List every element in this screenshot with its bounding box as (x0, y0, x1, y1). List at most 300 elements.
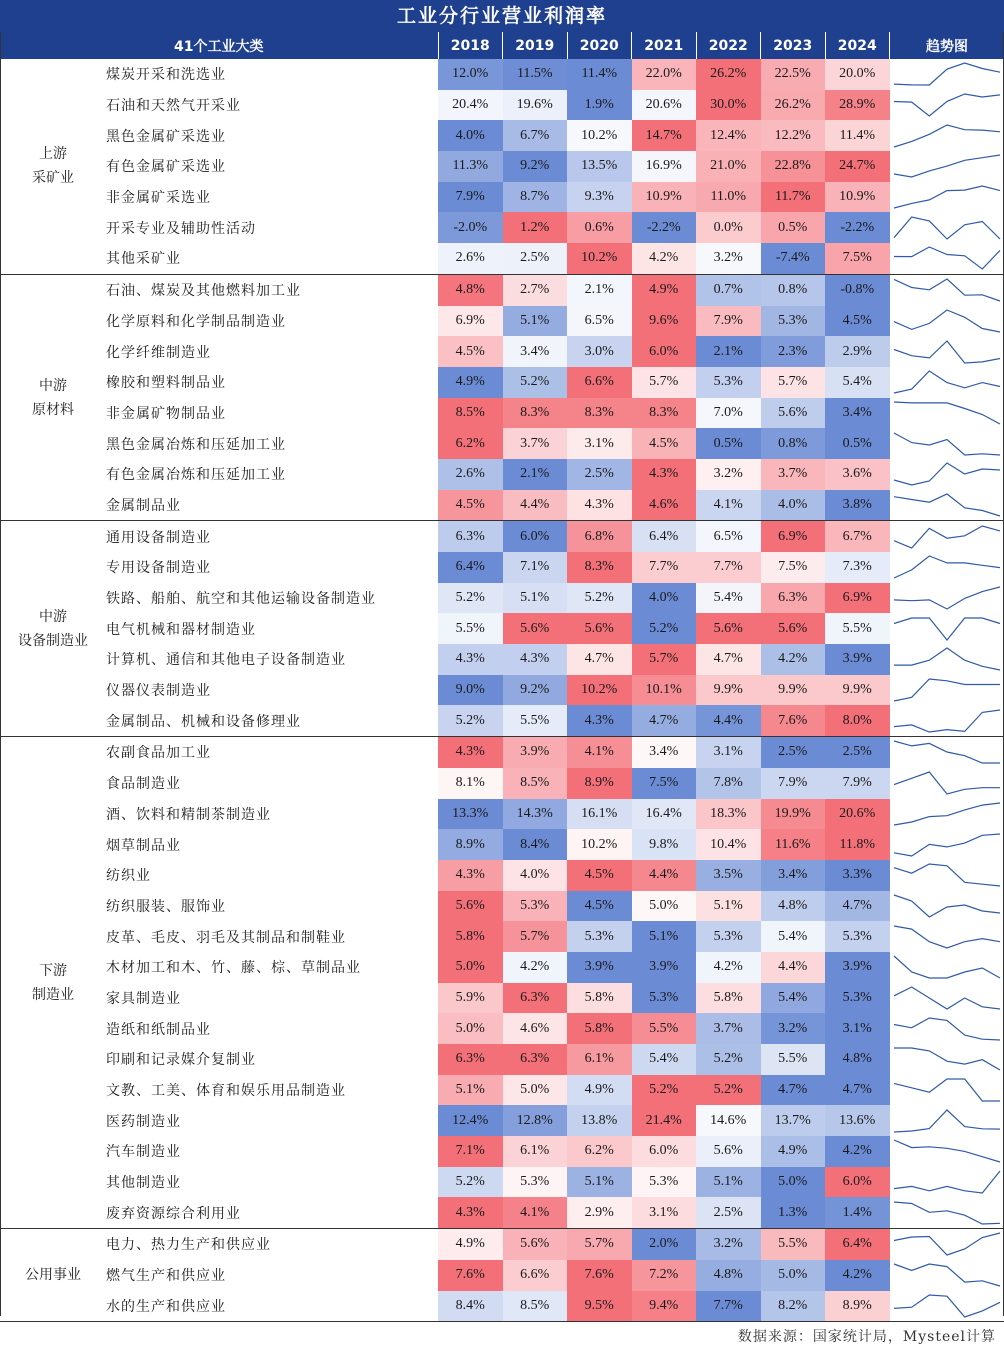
trend-sparkline (890, 243, 1004, 273)
trend-sparkline (890, 583, 1004, 613)
value-cell: 4.8% (696, 1260, 761, 1291)
trend-sparkline (890, 213, 1004, 243)
value-cell: 5.7% (761, 367, 826, 398)
industry-name: 食品制造业 (106, 776, 181, 793)
value-cell: 4.9% (567, 1075, 632, 1106)
value-cell: 21.0% (696, 151, 761, 182)
value-cell: 13.8% (567, 1105, 632, 1136)
sparkline-line (894, 1171, 1000, 1193)
industry-name: 化学纤维制造业 (106, 344, 211, 361)
value-cell: 4.0% (761, 490, 826, 521)
value-cell: 10.2% (567, 675, 632, 706)
value-cell: 5.2% (503, 367, 568, 398)
trend-cell (890, 212, 1004, 243)
value-cell: 5.4% (825, 367, 890, 398)
trend-cell (890, 274, 1004, 305)
industry-name: 石油和天然气开采业 (106, 98, 241, 115)
value-cell: 5.4% (696, 583, 761, 614)
value-cell: 9.9% (825, 675, 890, 706)
trend-cell (890, 367, 1004, 398)
trend-cell (890, 1229, 1004, 1260)
value-cell: 4.2% (696, 952, 761, 983)
trend-sparkline (890, 367, 1004, 397)
value-cell: 5.3% (632, 983, 697, 1014)
value-cell: 6.3% (438, 1044, 503, 1075)
value-cell: 8.1% (438, 768, 503, 799)
value-cell: 4.6% (632, 490, 697, 521)
value-cell: 8.7% (503, 182, 568, 213)
trend-cell (890, 768, 1004, 799)
value-cell: 4.5% (567, 891, 632, 922)
value-cell: 3.4% (761, 860, 826, 891)
value-cell: 8.5% (503, 768, 568, 799)
value-cell: 26.2% (696, 59, 761, 90)
trend-sparkline (890, 337, 1004, 367)
value-cell: 2.0% (632, 1229, 697, 1260)
industry-name: 有色金属矿采选业 (106, 159, 226, 176)
value-cell: 5.5% (632, 1013, 697, 1044)
value-cell: 4.9% (761, 1136, 826, 1167)
value-cell: 11.6% (761, 829, 826, 860)
value-cell: 4.5% (438, 336, 503, 367)
value-cell: 9.2% (503, 151, 568, 182)
value-cell: 4.3% (567, 705, 632, 736)
industry-name: 木材加工和木、竹、藤、棕、草制品业 (106, 960, 361, 977)
table-row (0, 737, 1004, 768)
value-cell: 2.1% (696, 336, 761, 367)
table-row (0, 891, 1004, 922)
trend-sparkline (890, 737, 1004, 767)
value-cell: 5.6% (438, 891, 503, 922)
table-row (0, 367, 1004, 398)
value-cell: 5.3% (632, 1167, 697, 1198)
value-cell: 5.3% (696, 367, 761, 398)
value-cell: 5.6% (567, 613, 632, 644)
value-cell: 4.1% (696, 490, 761, 521)
sparkline-line (894, 402, 1000, 424)
value-cell: 24.7% (825, 151, 890, 182)
value-cell: 5.8% (567, 983, 632, 1014)
value-cell: 0.7% (696, 274, 761, 305)
value-cell: 5.0% (761, 1167, 826, 1198)
trend-sparkline (890, 151, 1004, 181)
value-cell: 20.4% (438, 90, 503, 121)
industry-name: 化学原料和化学制品制造业 (106, 313, 286, 330)
trend-sparkline (890, 182, 1004, 212)
trend-cell (890, 799, 1004, 830)
value-cell: 5.7% (632, 644, 697, 675)
year-header: 2023 (761, 32, 826, 59)
value-cell: 4.4% (632, 860, 697, 891)
table-row (0, 768, 1004, 799)
value-cell: 7.7% (696, 1291, 761, 1322)
value-cell: 14.3% (503, 799, 568, 830)
sparkline-line (894, 803, 1000, 825)
value-cell: 12.2% (761, 120, 826, 151)
value-cell: 21.4% (632, 1105, 697, 1136)
value-cell: 4.3% (438, 860, 503, 891)
value-cell: 5.1% (567, 1167, 632, 1198)
sparkline-line (894, 63, 1000, 85)
value-cell: 5.0% (632, 891, 697, 922)
trend-sparkline (890, 644, 1004, 674)
value-cell: 6.9% (825, 583, 890, 614)
trend-cell (890, 1013, 1004, 1044)
value-cell: 5.2% (438, 1167, 503, 1198)
value-cell: 11.4% (825, 120, 890, 151)
sparkline-line (894, 618, 1000, 640)
trend-sparkline (890, 59, 1004, 89)
value-cell: 9.9% (761, 675, 826, 706)
table-title: 工业分行业营业利润率 (0, 0, 1004, 32)
trend-sparkline (890, 952, 1004, 982)
value-cell: 9.4% (632, 1291, 697, 1322)
value-cell: 5.6% (761, 613, 826, 644)
value-cell: 13.3% (438, 799, 503, 830)
sparkline-line (894, 556, 1000, 578)
table-row (0, 398, 1004, 429)
sparkline-line (894, 1264, 1000, 1286)
value-cell: 8.2% (761, 1291, 826, 1322)
value-cell: 7.9% (825, 768, 890, 799)
trend-cell (890, 1105, 1004, 1136)
sparkline-line (894, 864, 1000, 886)
trend-cell (890, 398, 1004, 429)
sparkline-line (894, 433, 1000, 455)
value-cell: 2.6% (438, 243, 503, 274)
table-row (0, 243, 1004, 274)
value-cell: 4.4% (761, 952, 826, 983)
category-label: 下游 制造业 (0, 737, 106, 1229)
value-cell: -2.0% (438, 212, 503, 243)
trend-cell (890, 428, 1004, 459)
value-cell: 2.1% (503, 459, 568, 490)
value-cell: 9.2% (503, 675, 568, 706)
value-cell: 7.6% (438, 1260, 503, 1291)
value-cell: 6.0% (632, 336, 697, 367)
sparkline-line (894, 587, 1000, 609)
value-cell: 11.8% (825, 829, 890, 860)
value-cell: 5.6% (761, 398, 826, 429)
value-cell: 2.5% (825, 737, 890, 768)
value-cell: 5.7% (632, 367, 697, 398)
sparkline-line (894, 186, 1000, 208)
value-cell: 5.6% (696, 1136, 761, 1167)
industry-name: 有色金属冶炼和压延加工业 (106, 467, 286, 484)
sparkline-line (894, 1233, 1000, 1255)
industry-name: 纺织服装、服饰业 (106, 898, 226, 915)
industry-name: 水的生产和供应业 (106, 1291, 438, 1322)
year-header: 2020 (567, 32, 632, 59)
value-cell: 6.3% (503, 983, 568, 1014)
trend-sparkline (890, 1291, 1004, 1321)
trend-cell (890, 675, 1004, 706)
value-cell: 4.3% (438, 644, 503, 675)
value-cell: 6.0% (632, 1136, 697, 1167)
trend-sparkline (890, 614, 1004, 644)
value-cell: 1.2% (503, 212, 568, 243)
sparkline-line (894, 371, 1000, 393)
value-cell: 5.5% (438, 613, 503, 644)
value-cell: 8.3% (503, 398, 568, 429)
value-cell: 4.2% (632, 243, 697, 274)
trend-cell (890, 1136, 1004, 1167)
trend-cell (890, 151, 1004, 182)
value-cell: 5.3% (825, 921, 890, 952)
industry-name: 其他制造业 (106, 1175, 181, 1192)
table-row (0, 583, 1004, 614)
table-row (0, 705, 1004, 736)
value-cell: 8.4% (503, 829, 568, 860)
table-row (0, 1044, 1004, 1075)
trend-column-header: 趋势图 (890, 32, 1004, 59)
value-cell: 3.2% (696, 459, 761, 490)
value-cell: 9.3% (567, 182, 632, 213)
industry-name: 皮革、毛皮、羽毛及其制品和制鞋业 (106, 929, 346, 946)
value-cell: 13.5% (567, 151, 632, 182)
industry-name: 文教、工美、体育和娱乐用品制造业 (106, 1083, 346, 1100)
trend-sparkline (890, 490, 1004, 520)
table-row (0, 799, 1004, 830)
industry-name: 专用设备制造业 (106, 560, 211, 577)
value-cell: -2.2% (632, 212, 697, 243)
value-cell: 5.2% (632, 1075, 697, 1106)
value-cell: 9.8% (632, 829, 697, 860)
sparkline-line (894, 1079, 1000, 1101)
value-cell: 22.5% (761, 59, 826, 90)
value-cell: 3.5% (696, 860, 761, 891)
trend-sparkline (890, 830, 1004, 860)
industry-name: 电气机械和器材制造业 (106, 621, 256, 638)
value-cell: 30.0% (696, 90, 761, 121)
value-cell: 10.1% (632, 675, 697, 706)
value-cell: 4.7% (632, 705, 697, 736)
value-cell: 12.0% (438, 59, 503, 90)
value-cell: 4.2% (825, 1260, 890, 1291)
value-cell: 11.5% (503, 59, 568, 90)
industry-name: 纺织业 (106, 868, 151, 885)
value-cell: 6.3% (503, 1044, 568, 1075)
value-cell: 5.1% (632, 921, 697, 952)
industry-name: 医药制造业 (106, 1113, 181, 1130)
value-cell: 5.3% (696, 921, 761, 952)
value-cell: 6.0% (503, 521, 568, 552)
industry-name: 造纸和纸制品业 (106, 1021, 211, 1038)
value-cell: 5.3% (503, 1167, 568, 1198)
sparkline-line (894, 217, 1000, 239)
value-cell: 0.5% (761, 212, 826, 243)
value-cell: 0.5% (825, 428, 890, 459)
sparkline-line (894, 895, 1000, 917)
value-cell: 7.7% (632, 552, 697, 583)
value-cell: 19.9% (761, 799, 826, 830)
trend-cell (890, 1075, 1004, 1106)
industry-name: 金属制品、机械和设备修理业 (106, 705, 438, 736)
trend-sparkline (890, 768, 1004, 798)
value-cell: 1.9% (567, 90, 632, 121)
value-cell: 10.2% (567, 243, 632, 274)
value-cell: 2.7% (503, 274, 568, 305)
value-cell: 2.5% (696, 1197, 761, 1228)
value-cell: 4.7% (761, 1075, 826, 1106)
value-cell: 4.2% (761, 644, 826, 675)
value-cell: 8.9% (825, 1291, 890, 1322)
industry-name: 计算机、通信和其他电子设备制造业 (106, 652, 346, 669)
trend-cell (890, 306, 1004, 337)
year-header: 2018 (438, 32, 503, 59)
value-cell: 11.0% (696, 182, 761, 213)
value-cell: 3.4% (632, 737, 697, 768)
trend-cell (890, 583, 1004, 614)
value-cell: -0.8% (825, 274, 890, 305)
value-cell: 5.2% (696, 1044, 761, 1075)
table-row (0, 521, 1004, 552)
value-cell: -2.2% (825, 212, 890, 243)
industry-name: 橡胶和塑料制品业 (106, 375, 226, 392)
trend-cell (890, 1260, 1004, 1291)
value-cell: 8.5% (503, 1291, 568, 1322)
value-cell: 3.8% (825, 490, 890, 521)
table-row (0, 1291, 1004, 1322)
value-cell: 7.9% (696, 306, 761, 337)
trend-cell (890, 243, 1004, 274)
value-cell: 8.0% (825, 705, 890, 736)
value-cell: 18.3% (696, 799, 761, 830)
sparkline-line (894, 772, 1000, 794)
value-cell: 4.8% (761, 891, 826, 922)
value-cell: 7.8% (696, 768, 761, 799)
industry-name: 印刷和记录媒介复制业 (106, 1052, 256, 1069)
trend-cell (890, 921, 1004, 952)
table-row (0, 644, 1004, 675)
value-cell: -7.4% (761, 243, 826, 274)
value-cell: 22.8% (761, 151, 826, 182)
sparkline-line (894, 125, 1000, 147)
value-cell: 2.9% (567, 1197, 632, 1228)
value-cell: 4.7% (825, 891, 890, 922)
value-cell: 4.2% (825, 1136, 890, 1167)
sparkline-line (894, 741, 1000, 763)
trend-cell (890, 336, 1004, 367)
value-cell: 7.5% (825, 243, 890, 274)
value-cell: 5.3% (503, 891, 568, 922)
value-cell: 5.0% (761, 1260, 826, 1291)
value-cell: 6.2% (567, 1136, 632, 1167)
trend-cell (890, 829, 1004, 860)
industry-name: 汽车制造业 (106, 1144, 181, 1161)
value-cell: 5.3% (825, 983, 890, 1014)
value-cell: 3.4% (825, 398, 890, 429)
value-cell: 3.1% (825, 1013, 890, 1044)
value-cell: 5.5% (503, 705, 568, 736)
table-row (0, 490, 1004, 521)
value-cell: 7.6% (567, 1260, 632, 1291)
value-cell: 4.7% (825, 1075, 890, 1106)
trend-cell (890, 552, 1004, 583)
value-cell: 5.0% (503, 1075, 568, 1106)
value-cell: 4.7% (567, 644, 632, 675)
value-cell: 2.5% (567, 459, 632, 490)
value-cell: 9.5% (567, 1291, 632, 1322)
sparkline-line (894, 341, 1000, 363)
industry-name: 通用设备制造业 (106, 529, 211, 546)
year-header: 2019 (503, 32, 568, 59)
value-cell: 6.6% (567, 367, 632, 398)
value-cell: 5.5% (761, 1044, 826, 1075)
value-cell: 6.6% (503, 1260, 568, 1291)
value-cell: 14.7% (632, 120, 697, 151)
value-cell: 4.3% (632, 459, 697, 490)
table-row (0, 1167, 1004, 1198)
value-cell: 4.9% (632, 274, 697, 305)
value-cell: 6.7% (503, 120, 568, 151)
value-cell: 5.5% (761, 1229, 826, 1260)
value-cell: 7.9% (438, 182, 503, 213)
value-cell: 6.3% (438, 521, 503, 552)
value-cell: 3.9% (825, 952, 890, 983)
value-cell: 6.5% (696, 521, 761, 552)
year-header: 2024 (825, 32, 890, 59)
value-cell: 0.8% (761, 428, 826, 459)
value-cell: 3.0% (567, 336, 632, 367)
value-cell: 5.2% (438, 705, 503, 736)
table-row (0, 212, 1004, 243)
value-cell: 4.1% (567, 737, 632, 768)
value-cell: 5.8% (696, 983, 761, 1014)
value-cell: 2.5% (761, 737, 826, 768)
sparkline-line (894, 710, 1000, 732)
category-label: 中游 原材料 (0, 274, 106, 521)
value-cell: 11.3% (438, 151, 503, 182)
trend-sparkline (890, 891, 1004, 921)
sparkline-line (894, 494, 1000, 516)
industry-name: 其他采矿业 (106, 243, 438, 274)
trend-sparkline (890, 429, 1004, 459)
value-cell: 14.6% (696, 1105, 761, 1136)
value-cell: 9.0% (438, 675, 503, 706)
value-cell: 6.9% (438, 306, 503, 337)
value-cell: 9.6% (632, 306, 697, 337)
category-label: 公用事业 (0, 1229, 106, 1322)
table-row (0, 120, 1004, 151)
trend-cell (890, 737, 1004, 768)
value-cell: 3.7% (696, 1013, 761, 1044)
value-cell: 2.3% (761, 336, 826, 367)
trend-sparkline (890, 922, 1004, 952)
trend-cell (890, 952, 1004, 983)
trend-cell (890, 705, 1004, 736)
value-cell: 5.0% (438, 1013, 503, 1044)
value-cell: 0.0% (696, 212, 761, 243)
category-label: 中游 设备制造业 (0, 521, 106, 737)
table-row (0, 1229, 1004, 1260)
value-cell: 5.7% (567, 1229, 632, 1260)
table-row (0, 90, 1004, 121)
table-row (0, 1197, 1004, 1228)
value-cell: 5.5% (825, 613, 890, 644)
sparkline-line (894, 679, 1000, 701)
value-cell: 3.2% (696, 243, 761, 274)
value-cell: 7.0% (696, 398, 761, 429)
value-cell: 6.8% (567, 521, 632, 552)
value-cell: 11.4% (567, 59, 632, 90)
sparkline-line (894, 987, 1000, 1009)
value-cell: 4.9% (438, 367, 503, 398)
value-cell: 5.6% (503, 613, 568, 644)
industry-column-header: 41个工业大类 (0, 32, 438, 59)
category-label: 上游 采矿业 (0, 59, 106, 274)
value-cell: 5.1% (696, 1167, 761, 1198)
